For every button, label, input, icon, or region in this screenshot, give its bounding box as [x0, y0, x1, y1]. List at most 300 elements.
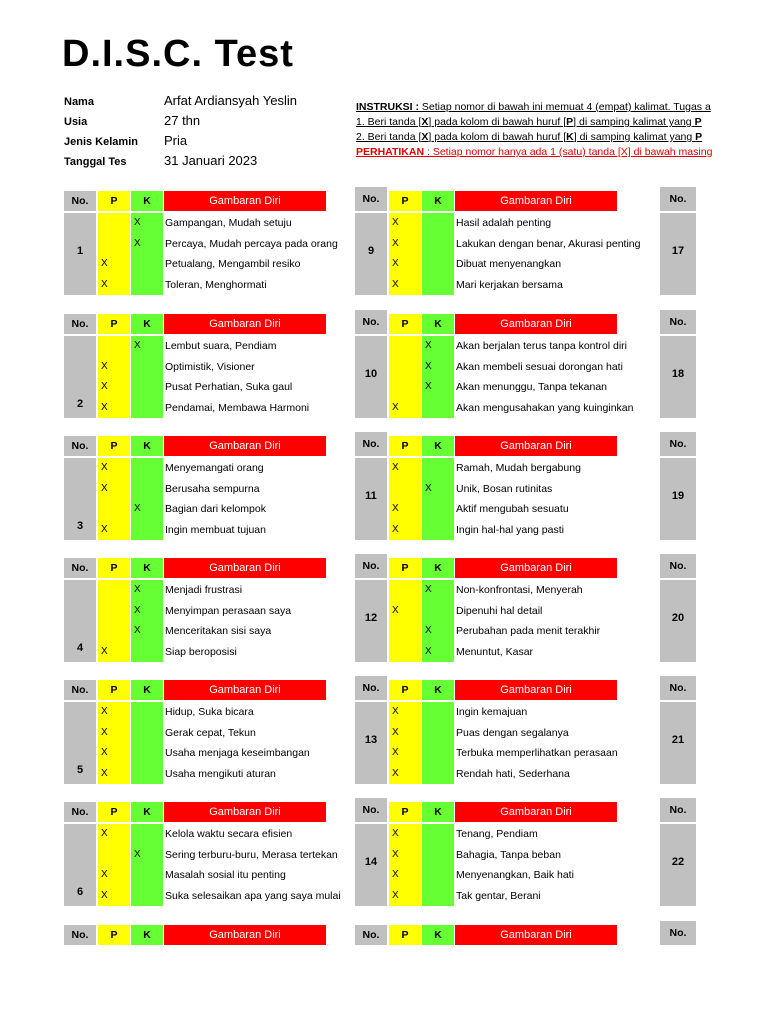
- number-column: [64, 458, 96, 540]
- k-mark-cell[interactable]: [422, 234, 454, 254]
- p-mark: X: [101, 706, 108, 717]
- header-description: Gambaran Diri: [455, 802, 617, 822]
- p-mark: X: [101, 869, 108, 880]
- date-value: 31 Januari 2023: [164, 153, 258, 168]
- p-mark-cell[interactable]: [98, 377, 130, 397]
- p-mark-cell[interactable]: [98, 213, 130, 233]
- number-column: [660, 213, 696, 295]
- statement-text: Suka selesaikan apa yang saya mulai: [165, 889, 341, 902]
- statement-text: Optimistik, Visioner: [165, 360, 255, 373]
- number-column: [355, 213, 387, 295]
- k-mark-cell[interactable]: [131, 601, 163, 621]
- k-mark-cell[interactable]: [422, 336, 454, 356]
- k-column: [422, 213, 454, 295]
- k-mark-cell[interactable]: [131, 621, 163, 641]
- statement-text: Pusat Perhatian, Suka gaul: [165, 381, 293, 393]
- question-number: 17: [671, 245, 685, 257]
- k-mark-cell[interactable]: [131, 499, 163, 519]
- age-label: Usia: [64, 116, 88, 128]
- k-mark: [131, 869, 134, 880]
- p-mark-cell[interactable]: [389, 479, 421, 499]
- header-no: No.: [64, 191, 96, 211]
- number-column: [64, 702, 96, 784]
- p-mark-cell[interactable]: [389, 499, 421, 519]
- header-description: Gambaran Diri: [455, 680, 617, 700]
- header-p: P: [389, 191, 421, 211]
- k-mark: X: [425, 381, 432, 392]
- k-mark: [131, 646, 134, 657]
- p-mark-cell[interactable]: [98, 479, 130, 499]
- p-mark-cell[interactable]: [389, 254, 421, 274]
- page-title: D.I.S.C. Test: [62, 33, 294, 75]
- number-column: [660, 580, 696, 662]
- k-mark: [131, 279, 134, 290]
- p-mark-cell[interactable]: [98, 601, 130, 621]
- header-no: No.: [660, 676, 696, 700]
- p-mark: X: [392, 604, 399, 616]
- header-p: P: [98, 802, 130, 822]
- p-mark: [98, 340, 101, 351]
- k-mark: [131, 747, 134, 758]
- p-mark: [389, 625, 392, 636]
- k-mark: [422, 503, 425, 514]
- header-k: K: [131, 558, 163, 578]
- k-mark: [422, 402, 425, 413]
- p-mark-cell[interactable]: [389, 458, 421, 478]
- header-k: K: [422, 314, 454, 334]
- statement-text: Tak gentar, Berani: [456, 889, 541, 902]
- p-mark-cell[interactable]: [389, 377, 421, 397]
- k-mark: [422, 706, 425, 717]
- p-mark-cell[interactable]: [389, 764, 421, 784]
- question-number: 13: [364, 734, 378, 746]
- header-p: P: [98, 558, 130, 578]
- k-mark: [131, 381, 134, 392]
- p-mark-cell[interactable]: [389, 824, 421, 844]
- k-mark-cell[interactable]: [422, 254, 454, 274]
- number-column: [355, 580, 387, 662]
- header-no: No.: [355, 432, 387, 456]
- instructions-intro: INSTRUKSI : Setiap nomor di bawah ini memuat 4 (empat) kalimat. Tugas a: [356, 101, 711, 113]
- p-mark-cell[interactable]: [98, 458, 130, 478]
- header-description: Gambaran Diri: [455, 191, 617, 211]
- p-mark-cell[interactable]: [98, 275, 130, 295]
- k-mark: X: [134, 625, 141, 636]
- question-number: 5: [76, 764, 84, 776]
- question-number: 6: [76, 886, 84, 898]
- p-mark-cell[interactable]: [98, 845, 130, 865]
- question-number: 4: [76, 642, 84, 654]
- k-mark-cell[interactable]: [131, 336, 163, 356]
- p-mark: X: [101, 462, 108, 473]
- k-mark-cell[interactable]: [131, 723, 163, 743]
- header-no: No.: [355, 187, 387, 211]
- p-mark-cell[interactable]: [98, 764, 130, 784]
- number-column: [660, 458, 696, 540]
- header-k: K: [422, 558, 454, 578]
- statement-text: Masalah sosial itu penting: [165, 869, 286, 881]
- header-description: Gambaran Diri: [164, 191, 326, 211]
- k-mark-cell[interactable]: [131, 886, 163, 906]
- k-mark-cell[interactable]: [422, 764, 454, 784]
- name-label: Nama: [64, 96, 94, 108]
- p-mark-cell[interactable]: [98, 743, 130, 763]
- statement-text: Menyemangati orang: [165, 462, 264, 474]
- number-column: [64, 213, 96, 295]
- header-no: No.: [660, 432, 696, 456]
- header-no: No.: [64, 802, 96, 822]
- statement-text: Bagian dari kelompok: [165, 503, 266, 515]
- number-column: [355, 824, 387, 906]
- p-mark-cell[interactable]: [98, 642, 130, 662]
- header-no: No.: [64, 558, 96, 578]
- statement-text: Lakukan dengan benar, Akurasi penting: [456, 237, 641, 250]
- question-block: [355, 436, 645, 540]
- k-mark-cell[interactable]: [131, 213, 163, 233]
- k-mark-cell[interactable]: [131, 398, 163, 418]
- k-mark-cell[interactable]: [422, 479, 454, 499]
- k-mark-cell[interactable]: [422, 580, 454, 600]
- p-column: [98, 702, 130, 784]
- number-column: [660, 336, 696, 418]
- p-mark: X: [101, 767, 108, 779]
- question-number: 14: [364, 856, 378, 868]
- p-mark-cell[interactable]: [389, 213, 421, 233]
- p-column: [98, 824, 130, 906]
- header-p: P: [98, 436, 130, 456]
- k-mark: X: [134, 237, 141, 249]
- k-column: [422, 458, 454, 540]
- k-mark-cell[interactable]: [131, 275, 163, 295]
- p-mark-cell[interactable]: [98, 357, 130, 377]
- k-mark: X: [425, 645, 432, 657]
- header-no: No.: [660, 187, 696, 211]
- p-mark-cell[interactable]: [98, 234, 130, 254]
- p-mark-cell[interactable]: [389, 275, 421, 295]
- header-description: Gambaran Diri: [164, 314, 326, 334]
- k-mark: [422, 828, 425, 839]
- p-mark-cell[interactable]: [98, 580, 130, 600]
- p-mark: X: [392, 706, 399, 717]
- statement-text: Usaha menjaga keseimbangan: [165, 747, 310, 759]
- p-mark-cell[interactable]: [389, 865, 421, 885]
- gender-label: Jenis Kelamin: [64, 136, 138, 148]
- k-mark: X: [134, 848, 141, 860]
- question-number: 1: [76, 245, 84, 257]
- p-mark-cell[interactable]: [98, 520, 130, 540]
- profile-row-date: [64, 152, 354, 172]
- k-mark: [422, 462, 425, 473]
- p-mark: [98, 238, 101, 249]
- k-mark-cell[interactable]: [422, 886, 454, 906]
- p-mark: [389, 483, 392, 494]
- statement-text: Mari kerjakan bersama: [456, 278, 563, 291]
- p-mark: X: [101, 726, 108, 738]
- statement-text: Hidup, Suka bicara: [165, 706, 254, 718]
- k-mark-cell[interactable]: [131, 377, 163, 397]
- number-column: [660, 702, 696, 784]
- statement-text: Kelola waktu secara efisien: [165, 828, 293, 840]
- k-mark-cell[interactable]: [422, 642, 454, 662]
- header-no: No.: [64, 436, 96, 456]
- p-mark: X: [101, 401, 108, 413]
- k-column: [131, 580, 163, 662]
- number-column: [64, 824, 96, 906]
- p-mark: X: [392, 278, 399, 290]
- p-mark: [98, 605, 101, 616]
- p-mark: X: [392, 523, 399, 535]
- number-column: [355, 702, 387, 784]
- p-mark-cell[interactable]: [389, 886, 421, 906]
- k-mark-cell[interactable]: [422, 398, 454, 418]
- header-k: K: [422, 680, 454, 700]
- p-column: [98, 580, 130, 662]
- k-mark: [422, 605, 425, 616]
- k-mark: [131, 361, 134, 372]
- k-mark-cell[interactable]: [422, 723, 454, 743]
- p-mark-cell[interactable]: [98, 336, 130, 356]
- k-mark: [422, 768, 425, 779]
- gender-value: Pria: [164, 133, 188, 148]
- header-description: Gambaran Diri: [455, 436, 617, 456]
- k-mark: X: [425, 584, 432, 595]
- k-mark-cell[interactable]: [131, 824, 163, 844]
- k-mark-cell[interactable]: [131, 580, 163, 600]
- k-mark-cell[interactable]: [131, 254, 163, 274]
- statement-text: Ingin membuat tujuan: [165, 523, 266, 536]
- statement-text: Berusaha sempurna: [165, 482, 260, 495]
- p-mark-cell[interactable]: [389, 398, 421, 418]
- header-p: P: [389, 680, 421, 700]
- p-mark-cell[interactable]: [389, 336, 421, 356]
- p-column: [98, 336, 130, 418]
- p-mark-cell[interactable]: [389, 845, 421, 865]
- statement-text: Menceritakan sisi saya: [165, 625, 272, 637]
- k-column: [131, 336, 163, 418]
- p-mark-cell[interactable]: [98, 886, 130, 906]
- p-mark: X: [101, 360, 108, 372]
- header-p: P: [389, 925, 421, 945]
- instructions-line-2: 2. Beri tanda [X] pada kolom di bawah huruf [K] di samping kalimat yang P: [356, 131, 703, 143]
- p-mark-cell[interactable]: [389, 234, 421, 254]
- statement-text: Menjadi frustrasi: [165, 584, 243, 596]
- k-mark: X: [425, 625, 432, 636]
- number-column: [660, 824, 696, 906]
- p-mark: [389, 584, 392, 595]
- k-mark-cell[interactable]: [422, 275, 454, 295]
- k-mark-cell[interactable]: [422, 824, 454, 844]
- p-mark-cell[interactable]: [389, 642, 421, 662]
- k-mark-cell[interactable]: [131, 642, 163, 662]
- question-block: [355, 558, 645, 662]
- p-column: [98, 458, 130, 540]
- p-mark: X: [392, 217, 399, 228]
- number-column: [355, 458, 387, 540]
- k-column: [422, 580, 454, 662]
- header-no: No.: [64, 925, 96, 945]
- header-description: Gambaran Diri: [455, 314, 617, 334]
- p-mark-cell[interactable]: [389, 621, 421, 641]
- header-no: No.: [355, 925, 387, 945]
- header-p: P: [389, 314, 421, 334]
- question-block: [64, 802, 354, 906]
- p-mark-cell[interactable]: [98, 824, 130, 844]
- statement-text: Gampangan, Mudah setuju: [165, 217, 292, 229]
- statement-text: Akan menunggu, Tanpa tekanan: [456, 381, 608, 393]
- number-column: [355, 336, 387, 418]
- k-mark-cell[interactable]: [422, 743, 454, 763]
- k-mark-cell[interactable]: [422, 702, 454, 722]
- p-mark: X: [101, 278, 108, 290]
- k-mark: [131, 706, 134, 717]
- statement-text: Akan mengusahakan yang kuinginkan: [456, 401, 634, 414]
- header-p: P: [98, 680, 130, 700]
- k-mark: [131, 462, 134, 473]
- p-column: [389, 213, 421, 295]
- k-mark-cell[interactable]: [131, 764, 163, 784]
- p-mark: X: [101, 523, 108, 535]
- question-block: [64, 436, 354, 540]
- k-mark: [422, 524, 425, 535]
- p-mark: [389, 340, 392, 351]
- question-block: [64, 558, 354, 662]
- p-mark: [98, 849, 101, 860]
- question-number: 18: [671, 368, 685, 380]
- statement-text: Puas dengan segalanya: [456, 726, 569, 739]
- k-mark-cell[interactable]: [131, 458, 163, 478]
- p-mark: X: [101, 482, 108, 494]
- p-mark-cell[interactable]: [98, 621, 130, 641]
- k-mark-cell[interactable]: [422, 845, 454, 865]
- k-mark-cell[interactable]: [131, 865, 163, 885]
- header-no: No.: [355, 676, 387, 700]
- k-mark-cell[interactable]: [422, 357, 454, 377]
- p-mark-cell[interactable]: [98, 723, 130, 743]
- p-mark: X: [392, 747, 399, 758]
- statement-text: Menyenangkan, Baik hati: [456, 869, 574, 881]
- k-mark-cell[interactable]: [131, 702, 163, 722]
- statement-text: Perubahan pada menit terakhir: [456, 625, 601, 637]
- question-number: 2: [76, 398, 84, 410]
- header-k: K: [131, 802, 163, 822]
- statement-text: Ingin hal-hal yang pasti: [456, 523, 564, 536]
- p-mark-cell[interactable]: [98, 254, 130, 274]
- number-column: [64, 336, 96, 418]
- p-mark: [389, 646, 392, 657]
- header-no: No.: [64, 680, 96, 700]
- p-column: [98, 213, 130, 295]
- statement-text: Percaya, Mudah percaya pada orang: [165, 237, 338, 250]
- header-k: K: [422, 802, 454, 822]
- k-mark-cell[interactable]: [422, 458, 454, 478]
- p-mark-cell[interactable]: [389, 743, 421, 763]
- k-mark: [422, 747, 425, 758]
- instructions-line-1: 1. Beri tanda [X] pada kolom di bawah huruf [P] di samping kalimat yang P: [356, 116, 702, 128]
- p-column: [389, 702, 421, 784]
- k-mark: X: [134, 604, 141, 616]
- header-k: K: [131, 191, 163, 211]
- p-mark-cell[interactable]: [389, 520, 421, 540]
- k-mark-cell[interactable]: [422, 520, 454, 540]
- k-mark: [131, 727, 134, 738]
- p-mark-cell[interactable]: [389, 702, 421, 722]
- p-mark: [98, 217, 101, 228]
- k-mark: X: [134, 584, 141, 595]
- statement-text: Non-konfrontasi, Menyerah: [456, 584, 583, 596]
- p-mark: X: [392, 767, 399, 779]
- question-block: [64, 314, 354, 418]
- k-mark: [131, 768, 134, 779]
- statement-text: Usaha mengikuti aturan: [165, 767, 276, 780]
- header-no: No.: [660, 310, 696, 334]
- k-mark: [131, 890, 134, 901]
- statement-text: Rendah hati, Sederhana: [456, 767, 570, 780]
- header-k: K: [422, 925, 454, 945]
- k-column: [422, 336, 454, 418]
- p-mark-cell[interactable]: [389, 601, 421, 621]
- p-mark-cell[interactable]: [98, 398, 130, 418]
- statement-text: Lembut suara, Pendiam: [165, 340, 277, 352]
- header-no: No.: [355, 554, 387, 578]
- question-number: 11: [365, 490, 377, 502]
- p-mark: X: [392, 401, 399, 413]
- k-mark: [422, 217, 425, 228]
- p-mark-cell[interactable]: [389, 723, 421, 743]
- header-k: K: [131, 436, 163, 456]
- k-mark-cell[interactable]: [131, 234, 163, 254]
- p-mark: [389, 381, 392, 392]
- instructions: [356, 100, 713, 160]
- header-p: P: [98, 191, 130, 211]
- k-mark-cell[interactable]: [422, 621, 454, 641]
- statement-text: Siap beroposisi: [165, 645, 237, 658]
- header-description: Gambaran Diri: [164, 925, 326, 945]
- p-mark-cell[interactable]: [98, 865, 130, 885]
- k-mark-cell[interactable]: [131, 743, 163, 763]
- p-column: [389, 580, 421, 662]
- k-mark: [422, 727, 425, 738]
- k-mark-cell[interactable]: [422, 499, 454, 519]
- k-mark-cell[interactable]: [422, 601, 454, 621]
- p-mark-cell[interactable]: [98, 499, 130, 519]
- k-mark-cell[interactable]: [131, 845, 163, 865]
- p-mark-cell[interactable]: [389, 357, 421, 377]
- k-mark-cell[interactable]: [422, 213, 454, 233]
- header-p: P: [389, 558, 421, 578]
- question-block: [64, 191, 354, 295]
- p-mark: X: [101, 747, 108, 758]
- header-no: No.: [660, 554, 696, 578]
- statement-text: Toleran, Menghormati: [165, 278, 267, 291]
- p-mark: [98, 625, 101, 636]
- k-mark-cell[interactable]: [422, 377, 454, 397]
- k-mark: X: [134, 503, 141, 514]
- k-mark-cell[interactable]: [131, 520, 163, 540]
- statement-text: Sering terburu-buru, Merasa tertekan: [165, 848, 338, 861]
- k-mark-cell[interactable]: [131, 479, 163, 499]
- p-mark-cell[interactable]: [98, 702, 130, 722]
- k-mark-cell[interactable]: [131, 357, 163, 377]
- header-no: No.: [64, 314, 96, 334]
- k-column: [422, 702, 454, 784]
- p-column: [389, 458, 421, 540]
- statement-text: Dipenuhi hal detail: [456, 604, 543, 617]
- k-mark: [422, 849, 425, 860]
- k-mark-cell[interactable]: [422, 865, 454, 885]
- question-number: 19: [671, 490, 685, 502]
- statement-text: Terbuka memperlihatkan perasaan: [456, 747, 618, 759]
- p-mark-cell[interactable]: [389, 580, 421, 600]
